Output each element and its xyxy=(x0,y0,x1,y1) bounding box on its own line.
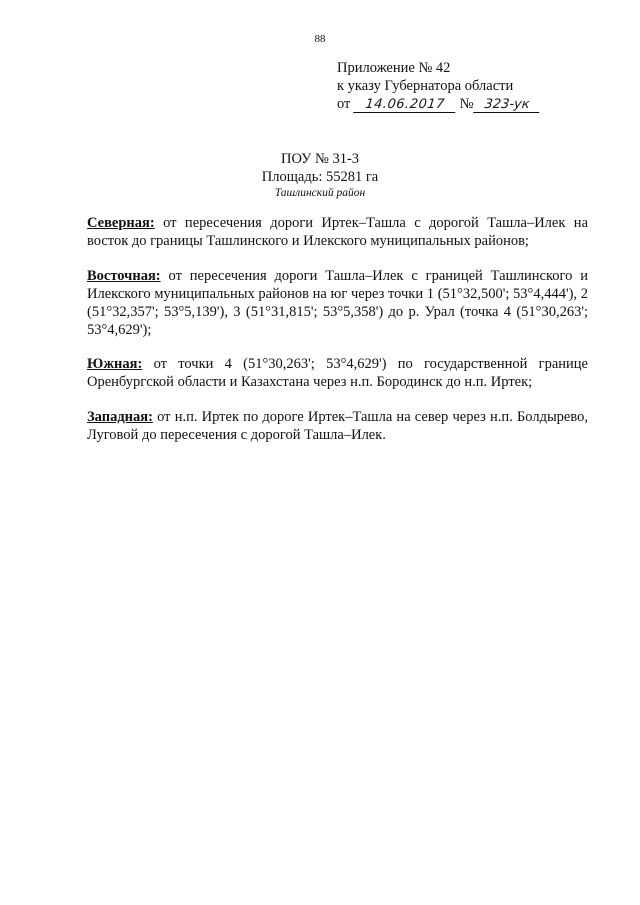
district-name: Ташлинский район xyxy=(274,187,366,199)
boundary-east-text: от пересечения дороги Ташла–Илек с границей Ташлинского и Илекского муниципальных районов на юг через точки 1 (51°32,500'; 53°4,444'), 2 (51°32,357'; 53°5,139'), 3 (51°31,815'; 53°5,358') до р. Урал (точка 4 (51°30,263'; 53°4,629'); xyxy=(87,268,588,338)
boundary-west xyxy=(87,408,588,444)
boundary-east xyxy=(87,267,588,339)
handwritten-decree-number: 323-ук xyxy=(473,97,541,113)
document-title: ПОУ № 31-3 xyxy=(280,151,360,167)
boundary-west-label: Западная: xyxy=(87,409,153,425)
area-line: Площадь: 55281 га xyxy=(261,169,379,185)
appendix-block xyxy=(337,59,540,113)
appendix-title: Приложение № 42 xyxy=(337,60,451,76)
boundary-north-label: Северная: xyxy=(87,215,155,231)
boundary-north-text: от пересечения дороги Иртек–Ташла с дорогой Ташла–Илек на восток до границы Ташлинского и Илекского муниципальных районов; xyxy=(87,215,589,249)
appendix-date-number-line xyxy=(337,95,540,113)
boundary-west-text: от н.п. Иртек по дороге Иртек–Ташла на север через н.п. Болдырево, Луговой до пересечения с дорогой Ташла–Илек. xyxy=(87,409,588,443)
number-prefix: № xyxy=(459,96,474,112)
boundary-east-label: Восточная: xyxy=(87,268,161,284)
page-number: 88 xyxy=(314,33,326,45)
handwritten-date: 14.06.2017 xyxy=(353,97,457,113)
boundary-south xyxy=(87,355,588,391)
date-prefix: от xyxy=(337,96,351,112)
appendix-decree-reference: к указу Губернатора области xyxy=(337,78,514,94)
boundary-south-text: от точки 4 (51°30,263'; 53°4,629') по государственной границе Оренбургской области и Казахстана через н.п. Бородинск до н.п. Иртек; xyxy=(87,356,588,390)
boundary-south-label: Южная: xyxy=(87,356,143,372)
boundary-north xyxy=(87,214,588,250)
document-header xyxy=(0,150,640,201)
